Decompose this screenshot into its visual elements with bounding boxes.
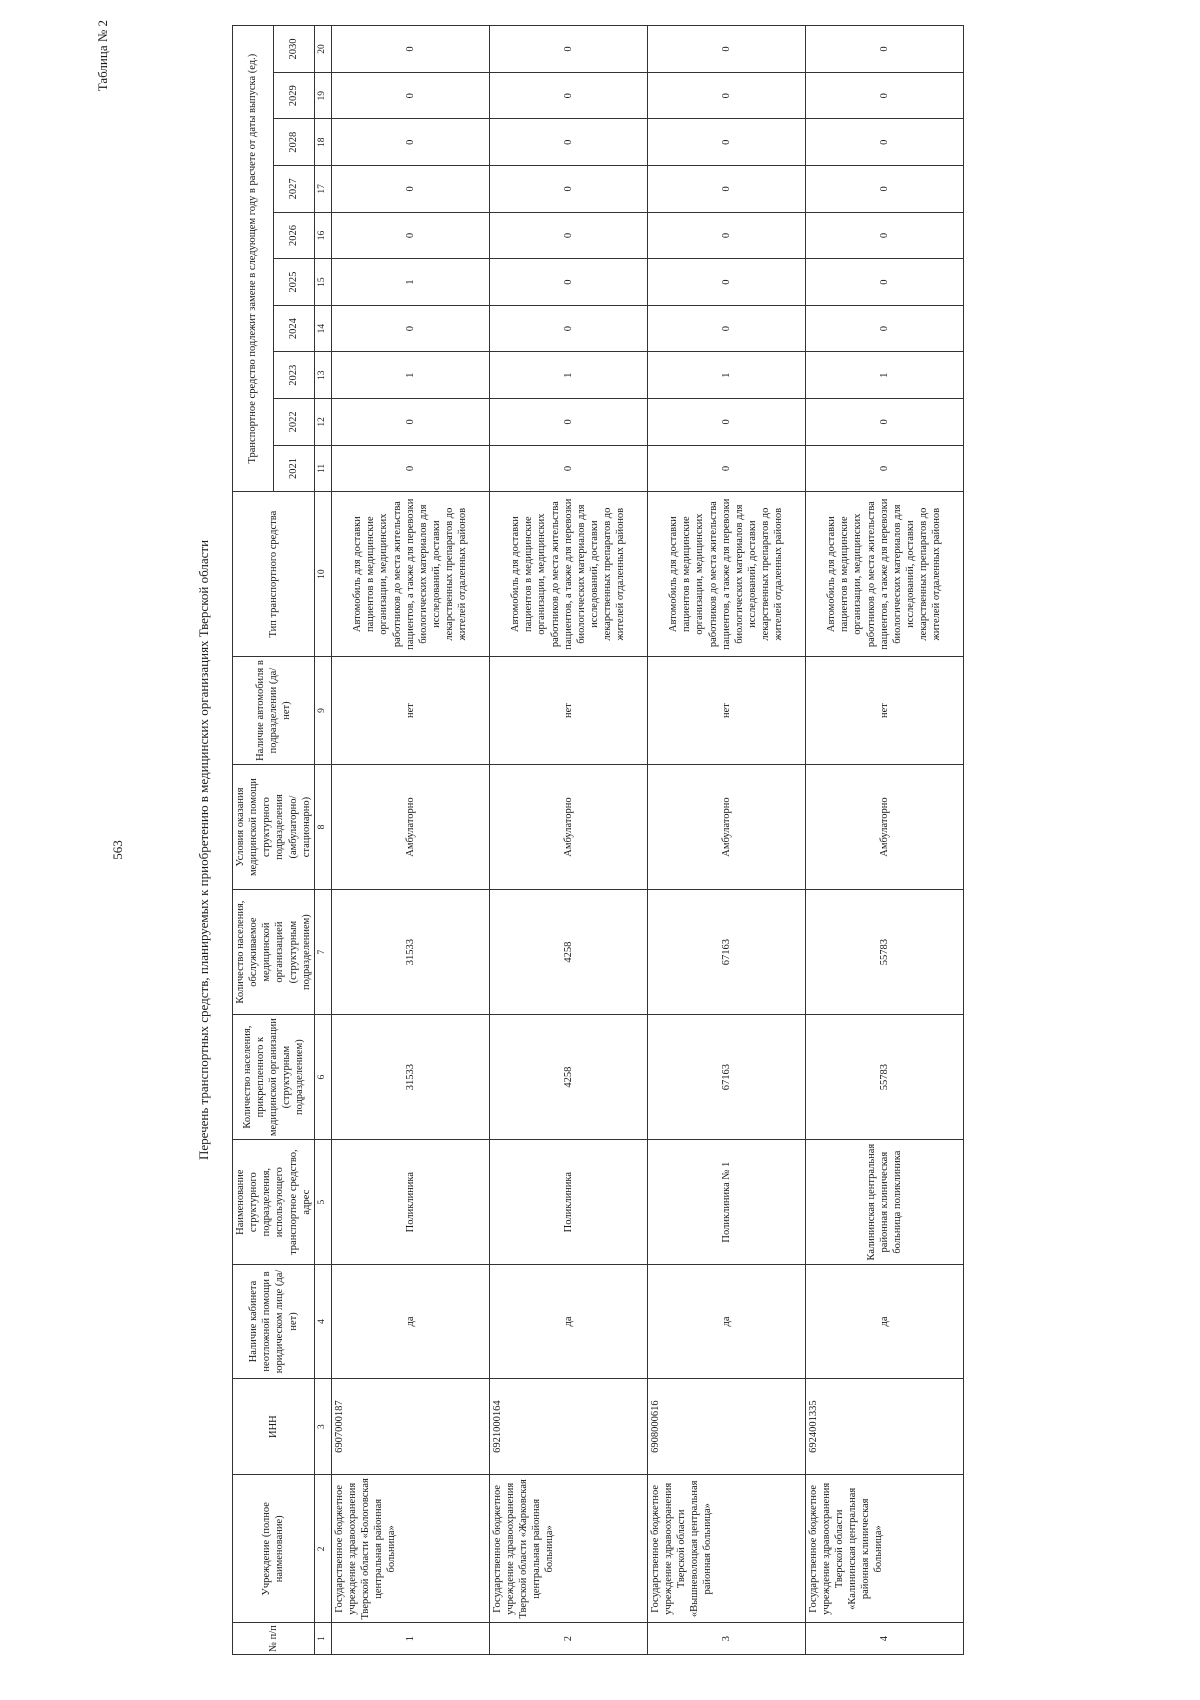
- year-value: 0: [805, 305, 963, 352]
- column-number: 14: [314, 305, 331, 352]
- document-title: Перечень транспортных средств, планируемых к приобретению в медицинских организациях Тверской области: [196, 539, 211, 1161]
- urgent-cabinet-value: да: [805, 1265, 963, 1379]
- year-value: 1: [331, 259, 489, 306]
- header-replacement: Транспортное средство подлежит замене в следующем году в расчете от даты выпуска (ед.): [233, 26, 274, 492]
- unit-name: Поликлиника: [489, 1140, 647, 1265]
- car-present-value: нет: [647, 657, 805, 765]
- urgent-cabinet-value: да: [331, 1265, 489, 1379]
- year-value: 0: [331, 72, 489, 119]
- column-number: 10: [314, 492, 331, 657]
- vehicle-type: Автомобиль для доставки пациентов в медицинские организации, медицинских работников до места жительства пациентов, а также для перевозки биологических материалов для исследований, доставки лекарственных препаратов до жителей отдаленных районов: [805, 492, 963, 657]
- vehicle-type: Автомобиль для доставки пациентов в медицинские организации, медицинских работников до места жительства пациентов, а также для перевозки биологических материалов для исследований, доставки лекарственных препаратов до жителей отдаленных районов: [647, 492, 805, 657]
- column-number: 9: [314, 657, 331, 765]
- conditions-value: Амбулаторно: [489, 765, 647, 890]
- column-number: 20: [314, 26, 331, 73]
- column-number: 16: [314, 212, 331, 259]
- column-number: 15: [314, 259, 331, 306]
- column-number: 18: [314, 119, 331, 166]
- year-value: 0: [489, 166, 647, 213]
- population-served: 31533: [331, 890, 489, 1015]
- header-year: 2029: [273, 72, 314, 119]
- year-value: 0: [331, 166, 489, 213]
- year-value: 0: [331, 445, 489, 492]
- year-value: 0: [805, 72, 963, 119]
- population-attached: 67163: [647, 1015, 805, 1140]
- year-value: 0: [805, 26, 963, 73]
- table-row: [489, 26, 647, 1655]
- header-year: 2021: [273, 445, 314, 492]
- header-inn: ИНН: [233, 1378, 315, 1475]
- table-label: Таблица № 2: [95, 20, 110, 92]
- row-num: 1: [331, 1623, 489, 1655]
- year-value: 0: [647, 26, 805, 73]
- year-value: 1: [489, 352, 647, 399]
- year-value: 0: [489, 305, 647, 352]
- year-value: 0: [805, 445, 963, 492]
- year-value: 0: [489, 119, 647, 166]
- institution-name: Государственное бюджетное учреждение здравоохранения Тверской области «Вышневолоцкая центральная районная больница»: [647, 1475, 805, 1623]
- header-num: № п/п: [233, 1623, 315, 1655]
- car-present-value: нет: [805, 657, 963, 765]
- column-number: 1: [314, 1623, 331, 1655]
- urgent-cabinet-value: да: [647, 1265, 805, 1379]
- year-value: 0: [647, 72, 805, 119]
- year-value: 0: [331, 399, 489, 446]
- column-number: 5: [314, 1140, 331, 1265]
- year-value: 0: [331, 26, 489, 73]
- column-number: 8: [314, 765, 331, 890]
- population-served: 67163: [647, 890, 805, 1015]
- column-number: 4: [314, 1265, 331, 1379]
- institution-name: Государственное бюджетное учреждение здравоохранения Тверской области «Жарковская центральная районная больница»: [489, 1475, 647, 1623]
- table-row: [805, 26, 963, 1655]
- column-number: 11: [314, 445, 331, 492]
- population-served: 55783: [805, 890, 963, 1015]
- header-year: 2022: [273, 399, 314, 446]
- header-conditions: Условия оказания медицинской помощи структурного подразделения (амбулаторно/ стационарно): [233, 765, 315, 890]
- car-present-value: нет: [331, 657, 489, 765]
- header-year: 2025: [273, 259, 314, 306]
- year-value: 0: [805, 166, 963, 213]
- year-value: 0: [647, 445, 805, 492]
- institution-name: Государственное бюджетное учреждение здравоохранения Тверской области «Бологовская центральная районная больница»: [331, 1475, 489, 1623]
- year-value: 1: [647, 352, 805, 399]
- population-attached: 4258: [489, 1015, 647, 1140]
- year-value: 0: [331, 212, 489, 259]
- header-year: 2030: [273, 26, 314, 73]
- year-value: 0: [489, 399, 647, 446]
- year-value: 0: [647, 212, 805, 259]
- inn-value: 6907000187: [331, 1378, 489, 1475]
- row-num: 4: [805, 1623, 963, 1655]
- table-row: [331, 26, 489, 1655]
- unit-name: Поликлиника: [331, 1140, 489, 1265]
- year-value: 0: [805, 259, 963, 306]
- year-value: 0: [647, 166, 805, 213]
- year-value: 1: [805, 352, 963, 399]
- header-unit-name: Наименование структурного подразделения, использующего транспортное средство, адрес: [233, 1140, 315, 1265]
- vehicle-type: Автомобиль для доставки пациентов в медицинские организации, медицинских работников до места жительства пациентов, а также для перевозки биологических материалов для исследований, доставки лекарственных препаратов до жителей отдаленных районов: [489, 492, 647, 657]
- year-value: 0: [489, 72, 647, 119]
- header-population-attached: Количество населения, прикрепленного к медицинской организации (структурным подразделением): [233, 1015, 315, 1140]
- unit-name: Калининская центральная районная клиническая больница поликлиника: [805, 1140, 963, 1265]
- year-value: 0: [805, 212, 963, 259]
- header-year: 2023: [273, 352, 314, 399]
- institution-name: Государственное бюджетное учреждение здравоохранения Тверской области «Калининская центральная районная клиническая больница»: [805, 1475, 963, 1623]
- year-value: 1: [331, 352, 489, 399]
- population-attached: 31533: [331, 1015, 489, 1140]
- column-number: 13: [314, 352, 331, 399]
- vehicle-type: Автомобиль для доставки пациентов в медицинские организации, медицинских работников до места жительства пациентов, а также для перевозки биологических материалов для исследований, доставки лекарственных препаратов до жителей отдаленных районов: [331, 492, 489, 657]
- inn-value: 6924001335: [805, 1378, 963, 1475]
- column-number: 17: [314, 166, 331, 213]
- year-value: 0: [489, 212, 647, 259]
- year-value: 0: [331, 119, 489, 166]
- conditions-value: Амбулаторно: [647, 765, 805, 890]
- year-value: 0: [805, 119, 963, 166]
- inn-value: 6908000616: [647, 1378, 805, 1475]
- row-num: 3: [647, 1623, 805, 1655]
- column-number: 7: [314, 890, 331, 1015]
- year-value: 0: [489, 445, 647, 492]
- header-year: 2027: [273, 166, 314, 213]
- year-value: 0: [647, 399, 805, 446]
- population-attached: 55783: [805, 1015, 963, 1140]
- header-year: 2026: [273, 212, 314, 259]
- header-urgent-cabinet: Наличие кабинета неотложной помощи в юридическом лице (да/нет): [233, 1265, 315, 1379]
- year-value: 0: [647, 305, 805, 352]
- table-row: [647, 26, 805, 1655]
- column-number: 2: [314, 1475, 331, 1623]
- column-number: 19: [314, 72, 331, 119]
- row-num: 2: [489, 1623, 647, 1655]
- year-value: 0: [331, 305, 489, 352]
- page-number: 563: [110, 840, 125, 860]
- urgent-cabinet-value: да: [489, 1265, 647, 1379]
- conditions-value: Амбулаторно: [331, 765, 489, 890]
- unit-name: Поликлиника № 1: [647, 1140, 805, 1265]
- year-value: 0: [805, 399, 963, 446]
- column-number: 6: [314, 1015, 331, 1140]
- year-value: 0: [489, 259, 647, 306]
- column-number: 3: [314, 1378, 331, 1475]
- conditions-value: Амбулаторно: [805, 765, 963, 890]
- population-served: 4258: [489, 890, 647, 1015]
- year-value: 0: [489, 26, 647, 73]
- vehicles-table: [232, 25, 964, 1655]
- header-institution: Учреждение (полное наименование): [233, 1475, 315, 1623]
- header-year: 2024: [273, 305, 314, 352]
- year-value: 0: [647, 119, 805, 166]
- header-vehicle-type: Тип транспортного средства: [233, 492, 315, 657]
- header-car-present: Наличие автомобиля в подразделении (да/нет): [233, 657, 315, 765]
- year-value: 0: [647, 259, 805, 306]
- header-population-served: Количество населения, обслуживаемое медицинской организацией (структурным подразделением): [233, 890, 315, 1015]
- header-year: 2028: [273, 119, 314, 166]
- inn-value: 6921000164: [489, 1378, 647, 1475]
- car-present-value: нет: [489, 657, 647, 765]
- column-number: 12: [314, 399, 331, 446]
